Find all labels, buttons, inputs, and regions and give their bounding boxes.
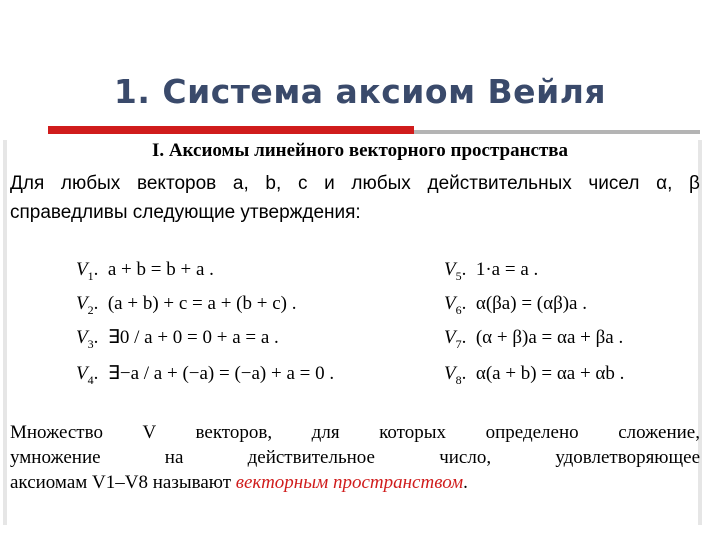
slide-title: 1. Система аксиом Вейля — [113, 72, 607, 111]
intro-line-1: Для любых векторов a, b, c и любых действительных чисел α, β — [10, 173, 700, 194]
conclusion-line-3: аксиомам V1–V8 называют векторным пространством. — [10, 472, 468, 493]
axiom-v8-body: α(a + b) = αa + αb . — [475, 363, 625, 384]
axiom-v5-body: 1·a = a . — [475, 259, 539, 280]
axiom-v8: $V_8$. α(a + b) = αa + αb . — [444, 363, 625, 387]
section-heading: I. Аксиомы линейного векторного пространства — [151, 140, 569, 161]
axiom-v1: $V_1$. a + b = b + a . — [76, 259, 214, 283]
axiom-v6: $V_6$. α(βa) = (αβ)a . — [444, 293, 587, 317]
axiom-v2: $V_2$. (a + b) + c = a + (b + c) . — [76, 293, 297, 317]
conclusion-line-2: умножение на действительное число, удовлетворяющее — [10, 447, 700, 468]
axiom-v7-body: (α + β)a = αa + βa . — [475, 327, 624, 348]
left-border — [3, 140, 7, 525]
axiom-v2-body: (a + b) + c = a + (b + c) . — [107, 293, 297, 314]
axiom-v4: $V_4$. ∃−a / a + (−a) = (−a) + a = 0 . — [76, 363, 335, 387]
vector-space-term: векторным пространством — [235, 472, 464, 493]
conclusion-paragraph — [10, 420, 700, 495]
axiom-v3-body: ∃0 / a + 0 = 0 + a = a . — [107, 327, 279, 348]
axiom-v6-body: α(βa) = (αβ)a . — [475, 293, 587, 314]
intro-line-2: справедливы следующие утверждения: — [10, 202, 361, 223]
axiom-v5: $V_5$. 1·a = a . — [444, 259, 539, 283]
axiom-v4-body: ∃−a / a + (−a) = (−a) + a = 0 . — [107, 363, 335, 384]
title-underline-red — [48, 126, 414, 134]
axiom-v1-body: a + b = b + a . — [107, 259, 214, 280]
conclusion-line-1: Множество V векторов, для которых определено сложение, — [10, 422, 700, 443]
axiom-v3: $V_3$. ∃0 / a + 0 = 0 + a = a . — [76, 327, 279, 351]
axiom-v7: $V_7$. (α + β)a = αa + βa . — [444, 327, 624, 351]
